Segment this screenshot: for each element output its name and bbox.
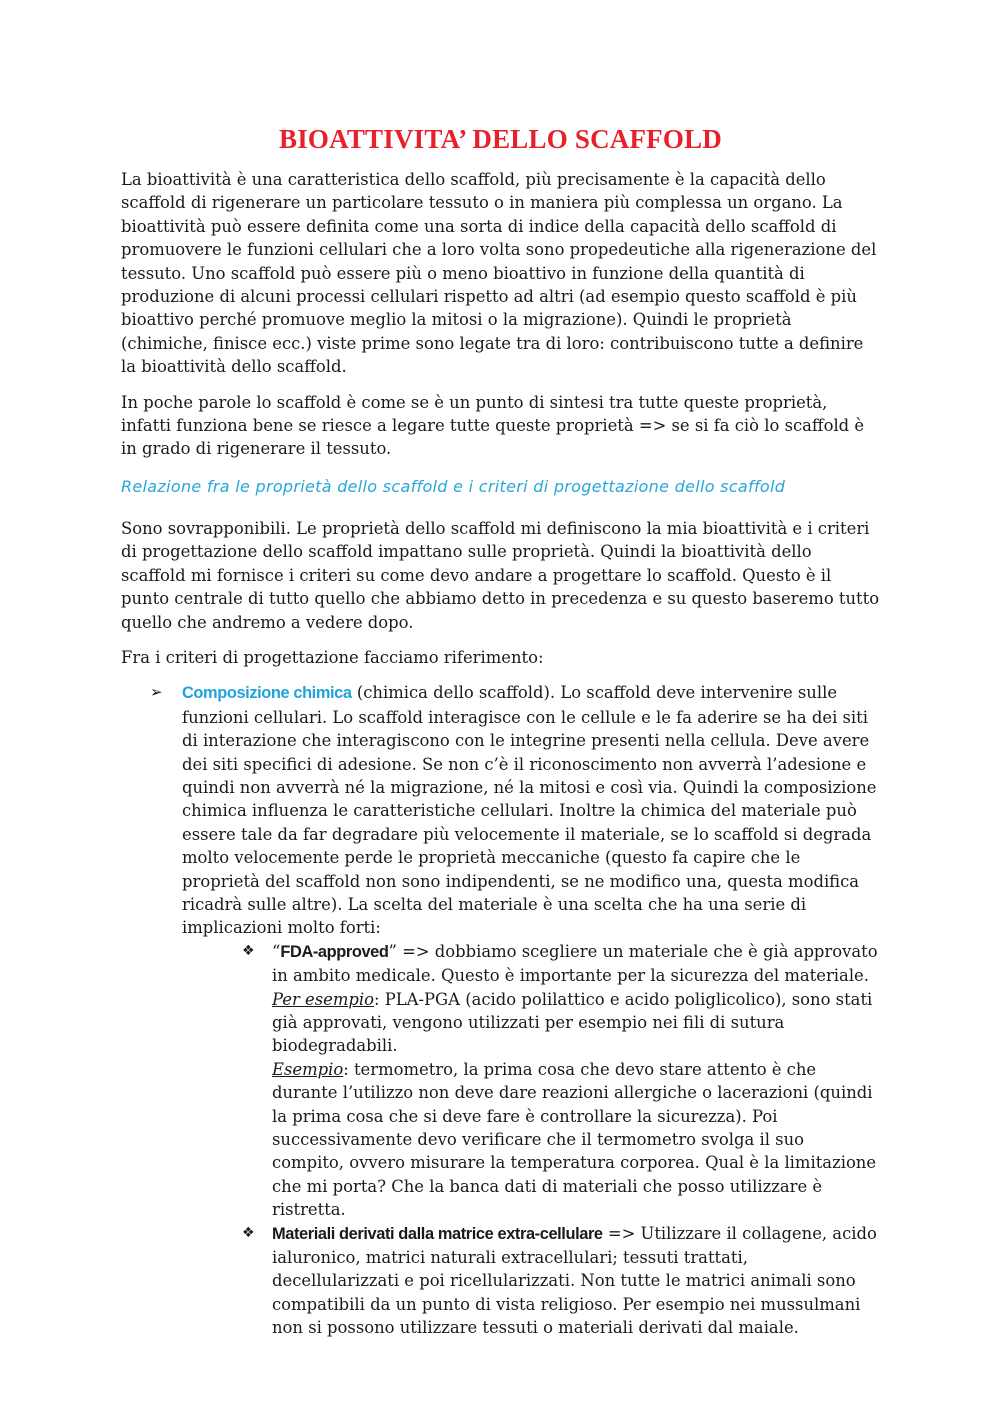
summary-paragraph: In poche parole lo scaffold è come se è un punto di sintesi tra tutte queste proprietà, infatti funziona bene se riesce a legare tutte queste proprietà => se si fa ciò lo scaffold è in grado di rigenerare il tessuto. [121,392,865,459]
open-quote: “ [272,941,281,961]
arrow-bullet-icon: ➢ [150,683,163,702]
list-item-text: (chimica dello scaffold). Lo scaffold deve intervenire sulle funzioni cellulari. Lo scaffold interagisce con le cellule e le fa aderire se ha dei siti di interazione che interagiscono con le integrine presenti nella cellula. Deve avere dei siti specifici di adesione. Se non c’è il riconoscimento non avverrà l’adesione e quindi non avverrà né la migrazione, né la mitosi e così via. Quindi la composizione chimica influenza le caratteristiche cellulari. Inoltre la chimica del materiale può essere tale da far degradare più velocemente il materiale, se lo scaffold si degrada molto velocemente perde le proprietà meccaniche (questo fa capire che le proprietà del scaffold non sono indipendenti, se ne modifico una, questa modifica ricadrà sulle altre). La scelta del materiale è una scelta che ha una serie di implicazioni molto forti: [182,683,877,938]
sub-list-item [242,1222,880,1340]
sub-list [182,940,880,1340]
diamond-bullet-icon: ❖ [242,942,255,959]
chemical-composition-keyword: Composizione chimica [182,684,352,703]
criteria-list [121,681,880,1339]
diamond-bullet-icon: ❖ [242,1224,255,1241]
example-label: Per esempio [272,989,374,1009]
relation-paragraph: Sono sovrapponibili. Le proprietà dello scaffold mi definiscono la mia bioattività e i criteri di progettazione dello scaffold impattano sulle proprietà. Quindi la bioattività dello scaffold mi fornisce i criteri su come devo andare a progettare lo scaffold. Questo è il punto centrale di tutto quello che abbiamo detto in precedenza e su questo baseremo tutto quello che andremo a vedere dopo. [121,518,880,632]
sub-list-item [242,940,880,1222]
ecm-materials-keyword: Materiali derivati dalla matrice extra-cellulare [272,1224,603,1243]
intro-paragraph: La bioattività è una caratteristica dello scaffold, più precisamente è la capacità dello scaffold di rigenerare un particolare tessuto o in maniera più complessa un organo. La bioattività può essere definita come una sorta di indice della capacità dello scaffold di promuovere le funzioni cellulari che a loro volta sono propedeutiche alla rigenerazione del tessuto. Uno scaffold può essere più o meno bioattivo in funzione della quantità di produzione di alcuni processi cellulari rispetto ad altri (ad esempio questo scaffold è più bioattivo perché promuove meglio la mitosi o la migrazione). Quindi le proprietà (chimiche, finisce ecc.) viste prime sono legate tra di loro: contribuiscono tutte a definire la bioattività dello scaffold. [121,170,877,377]
criteria-intro-paragraph: Fra i criteri di progettazione facciamo riferimento: [121,647,544,667]
page-title: BIOATTIVITA’ DELLO SCAFFOLD [279,124,722,154]
list-item [150,681,880,1339]
section-subheading: Relazione fra le proprietà dello scaffold e i criteri di progettazione dello scaffold [121,476,786,496]
sub-item-text: ” => dobbiamo scegliere un materiale che è già approvato in ambito medicale. Questo è importante per la sicurezza del materiale. [272,941,878,986]
example-text: : PLA-PGA (acido polilattico e acido poliglicolico), sono stati già approvati, vengono utilizzati per esempio nei fili di sutura biodegradabili. [272,989,873,1056]
example-text-2: : termometro, la prima cosa che devo stare attento è che durante l’utilizzo non deve dare reazioni allergiche o lacerazioni (quindi la prima cosa che si deve fare è controllare la sicurezza). Poi successivamente devo verificare che il termometro svolga il suo compito, ovvero misurare la temperatura corporea. Qual è la limitazione che mi porta? Che la banca dati di materiali che posso utilizzare è ristretta. [272,1059,877,1220]
fda-approved-keyword: FDA-approved [280,942,389,961]
example-label-2: Esempio [272,1059,344,1079]
sub-item-text: => Utilizzare il collagene, acido ialuronico, matrici naturali extracellulari; tessuti trattati, decellularizzati e poi ricellularizzati. Non tutte le matrici animali sono compatibili da un punto di vista religioso. Per esempio nei mussulmani non si possono utilizzare tessuti o materiali derivati dal maiale. [272,1223,877,1338]
